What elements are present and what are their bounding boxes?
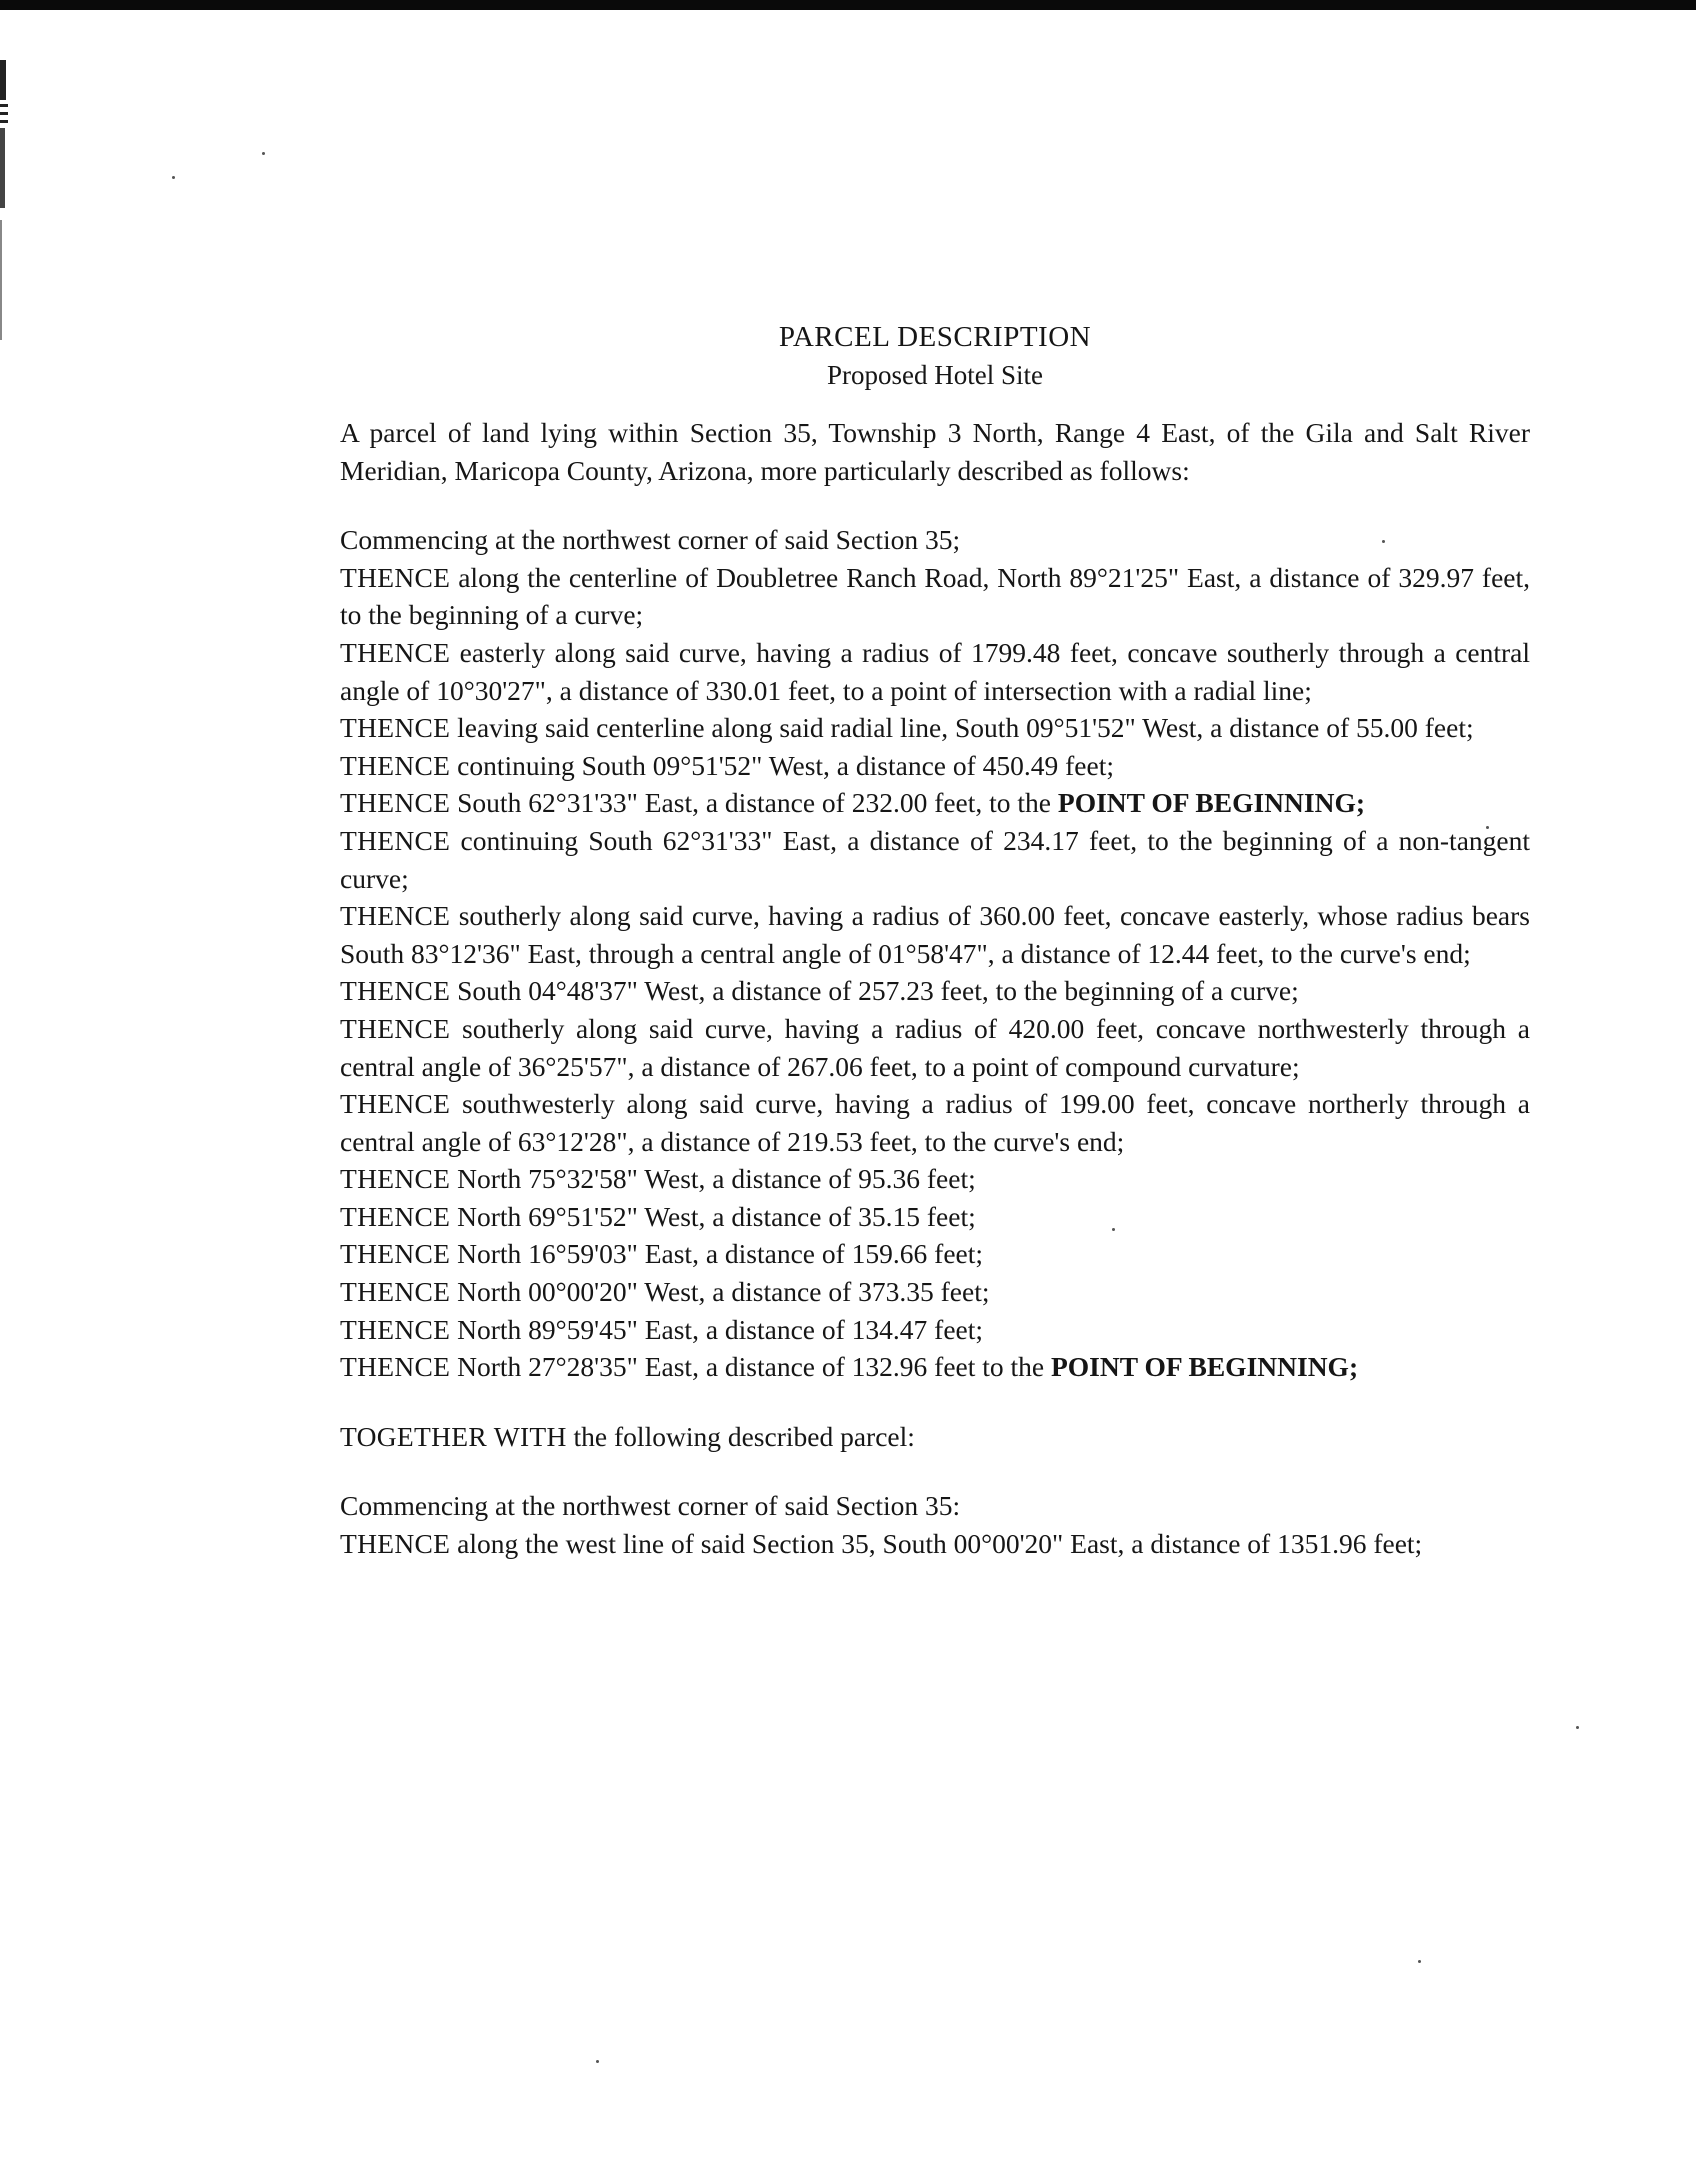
commencing-line: Commencing at the northwest corner of said Section 35: bbox=[340, 1490, 961, 1522]
document-subtitle: Proposed Hotel Site bbox=[827, 360, 1043, 390]
course-text: continuing South 62°31'33" East, a distance of 234.17 feet, to the beginning of a non-tangent curve; bbox=[340, 824, 1530, 894]
thence-course bbox=[340, 822, 1530, 897]
together-with-line bbox=[340, 1418, 1530, 1456]
course-text: southerly along said curve, having a radius of 420.00 feet, concave northwesterly through a central angle of 36°25'57", a distance of 267.06 feet, to a point of compound curvature; bbox=[340, 1012, 1530, 1082]
thence-keyword: THENCE bbox=[340, 1351, 451, 1383]
thence-keyword: THENCE bbox=[340, 975, 451, 1007]
together-with-text: the following described parcel: bbox=[566, 1420, 915, 1452]
course-text: South 04°48'37" West, a distance of 257.23 feet, to the beginning of a curve; bbox=[450, 975, 1299, 1007]
thence-course bbox=[340, 897, 1530, 972]
parcel-1-courses bbox=[340, 559, 1530, 1386]
thence-keyword: THENCE bbox=[340, 749, 451, 781]
scan-margin-marks bbox=[0, 60, 10, 350]
thence-course bbox=[340, 747, 1530, 785]
document-title: PARCEL DESCRIPTION bbox=[778, 321, 1092, 353]
parcel-2-description bbox=[340, 1487, 1530, 1562]
course-text: continuing South 09°51'52" West, a distance of 450.49 feet; bbox=[450, 749, 1114, 781]
scan-edge bbox=[0, 0, 1696, 10]
thence-keyword: THENCE bbox=[340, 1276, 451, 1308]
scan-speck bbox=[596, 2060, 599, 2063]
thence-course bbox=[340, 784, 1530, 822]
course-text: along the west line of said Section 35, South 00°00'20" East, a distance of 1351.96 feet; bbox=[450, 1528, 1423, 1560]
thence-course bbox=[340, 1235, 1530, 1273]
thence-keyword: THENCE bbox=[340, 712, 451, 744]
thence-course bbox=[340, 1010, 1530, 1085]
thence-keyword: THENCE bbox=[340, 824, 451, 856]
course-text: easterly along said curve, having a radius of 1799.48 feet, concave southerly through a central angle of 10°30'27", a distance of 330.01 feet, to a point of intersection with a radial line; bbox=[340, 636, 1530, 706]
thence-course bbox=[340, 1348, 1530, 1386]
course-text: along the centerline of Doubletree Ranch Road, North 89°21'25" East, a distance of 329.97 feet, to the beginning of a curve; bbox=[340, 561, 1530, 631]
thence-course bbox=[340, 559, 1530, 634]
thence-keyword: THENCE bbox=[340, 636, 451, 668]
thence-keyword: THENCE bbox=[340, 1163, 451, 1195]
thence-course bbox=[340, 972, 1530, 1010]
course-text: North 00°00'20" West, a distance of 373.35 feet; bbox=[450, 1276, 990, 1308]
point-of-beginning: POINT OF BEGINNING; bbox=[1057, 787, 1366, 819]
point-of-beginning: POINT OF BEGINNING; bbox=[1050, 1351, 1359, 1383]
parcel-2-courses bbox=[340, 1525, 1530, 1563]
course-text: southwesterly along said curve, having a radius of 199.00 feet, concave northerly through a central angle of 63°12'28", a distance of 219.53 feet, to the curve's end; bbox=[340, 1088, 1530, 1157]
thence-keyword: THENCE bbox=[340, 1238, 451, 1270]
intro-paragraph: A parcel of land lying within Section 35, Township 3 North, Range 4 East, of the Gila and Salt River Meridian, Maricopa County, Arizona, more particularly described as follows: bbox=[340, 417, 1530, 486]
commencing-line: Commencing at the northwest corner of said Section 35; bbox=[340, 524, 961, 556]
scan-speck bbox=[1576, 1726, 1579, 1729]
course-text: North 75°32'58" West, a distance of 95.36 feet; bbox=[450, 1163, 976, 1195]
scan-speck bbox=[262, 152, 265, 155]
thence-course bbox=[340, 1525, 1530, 1563]
thence-course bbox=[340, 634, 1530, 709]
document-page bbox=[340, 318, 1530, 1563]
course-text: leaving said centerline along said radial line, South 09°51'52" West, a distance of 55.00 feet; bbox=[450, 712, 1474, 744]
thence-keyword: THENCE bbox=[340, 561, 451, 593]
thence-course bbox=[340, 1273, 1530, 1311]
together-with-keyword: TOGETHER WITH bbox=[340, 1420, 567, 1452]
thence-keyword: THENCE bbox=[340, 787, 451, 819]
course-text: North 16°59'03" East, a distance of 159.66 feet; bbox=[450, 1238, 984, 1270]
course-text: North 27°28'35" East, a distance of 132.96 feet to the bbox=[450, 1351, 1051, 1383]
course-text: southerly along said curve, having a radius of 360.00 feet, concave easterly, whose radius bears South 83°12'36" East, through a central angle of 01°58'47", a distance of 12.44 feet, to the curve's end; bbox=[340, 900, 1530, 969]
thence-course bbox=[340, 1160, 1530, 1198]
thence-course bbox=[340, 1311, 1530, 1349]
thence-keyword: THENCE bbox=[340, 1088, 451, 1120]
scan-speck bbox=[1418, 1960, 1421, 1963]
thence-keyword: THENCE bbox=[340, 1200, 451, 1232]
parcel-1-description bbox=[340, 521, 1530, 1386]
course-text: North 69°51'52" West, a distance of 35.15 feet; bbox=[450, 1200, 976, 1232]
course-text: North 89°59'45" East, a distance of 134.47 feet; bbox=[450, 1313, 984, 1345]
thence-keyword: THENCE bbox=[340, 1528, 451, 1560]
scan-speck bbox=[172, 176, 175, 179]
thence-course bbox=[340, 709, 1530, 747]
course-text: South 62°31'33" East, a distance of 232.00 feet, to the bbox=[450, 787, 1058, 819]
thence-keyword: THENCE bbox=[340, 1012, 451, 1044]
thence-keyword: THENCE bbox=[340, 1313, 451, 1345]
thence-keyword: THENCE bbox=[340, 900, 451, 932]
thence-course bbox=[340, 1198, 1530, 1236]
thence-course bbox=[340, 1085, 1530, 1160]
